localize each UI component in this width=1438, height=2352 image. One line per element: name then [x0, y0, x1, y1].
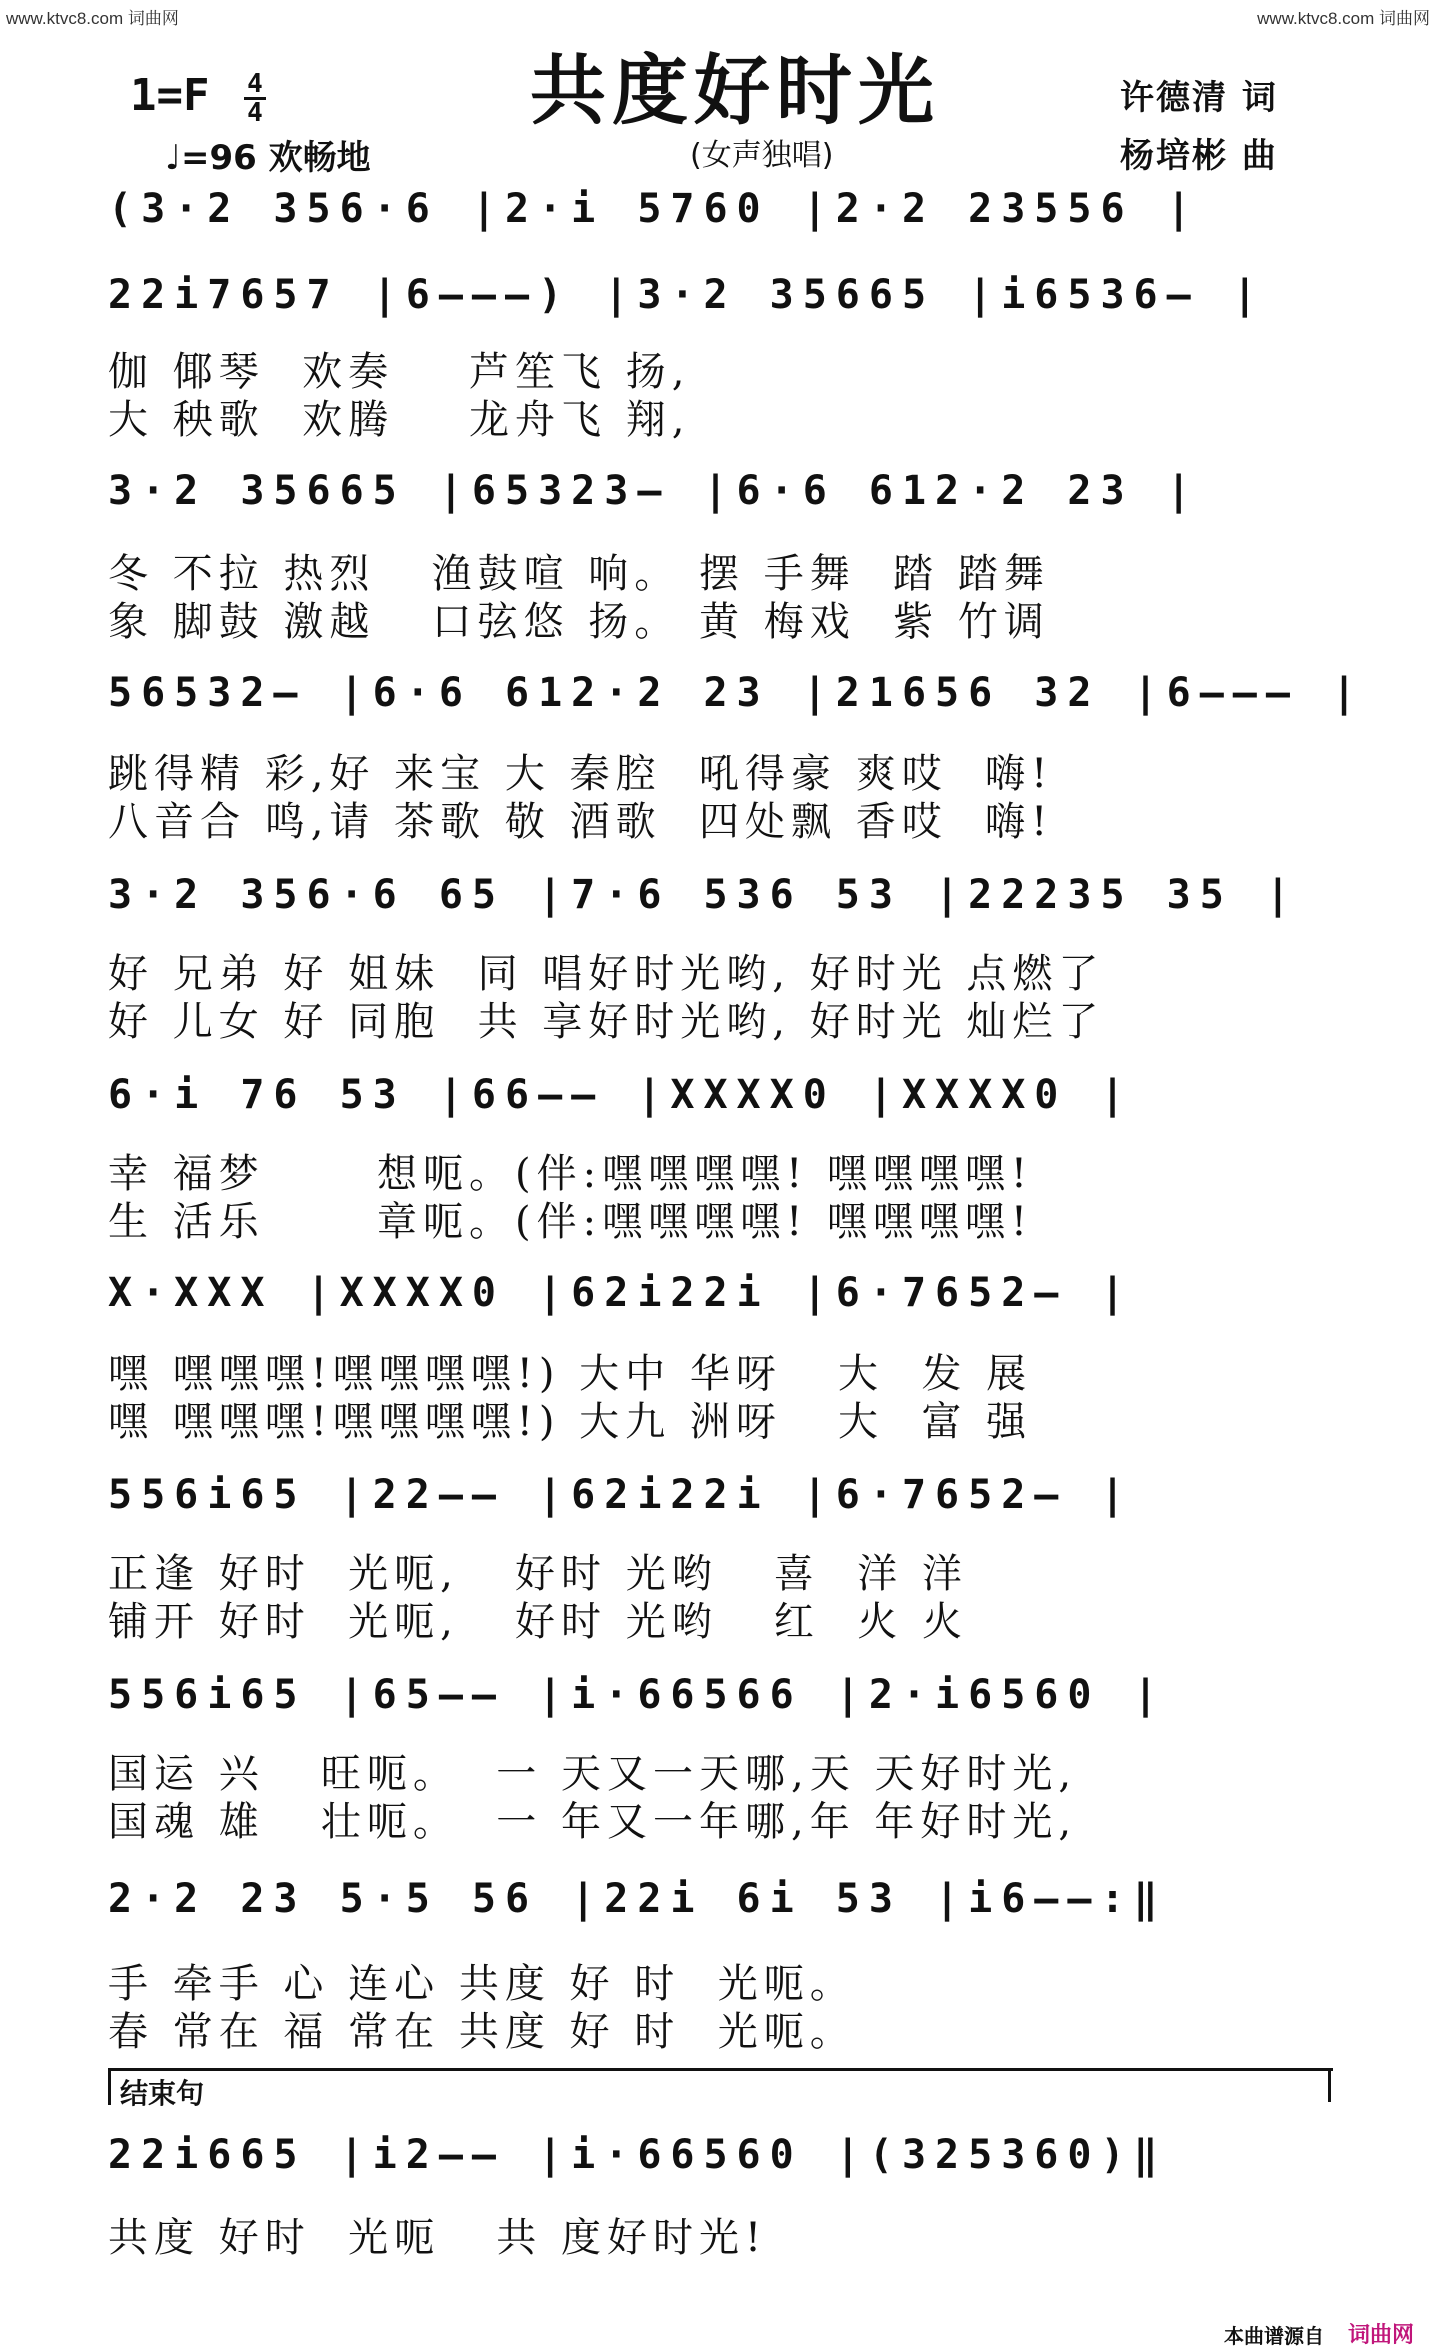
tempo-marking: ♩=96 欢畅地	[165, 138, 371, 178]
key-signature	[130, 70, 266, 126]
system-5-lyrics-1: 好 兄弟 好 姐妹 同 唱好时光哟, 好时光 点燃了	[108, 951, 1105, 997]
system-2-lyrics-1: 伽 倻琴 欢奏 芦笙飞 扬,	[108, 349, 691, 395]
footer-source: 本曲谱源自	[1224, 2324, 1324, 2348]
system-1-notes: (3·2 356·6 |2·i 5760 |2·2 23556 |	[108, 186, 1200, 232]
system-10-lyrics-2: 春 常在 福 常在 共度 好 时 光呃。	[108, 2009, 856, 2055]
ending-lyrics: 共度 好时 光呃 共 度好时光!	[108, 2215, 768, 2261]
system-9-lyrics-2: 国魂 雄 壮呃。 一 年又一年哪,年 年好时光,	[108, 1799, 1078, 1845]
system-4-lyrics-1: 跳得精 彩,好 来宝 大 秦腔 吼得豪 爽哎 嗨!	[108, 751, 1054, 797]
system-3-lyrics-1: 冬 不拉 热烈 渔鼓喧 响。 摆 手舞 踏 踏舞	[108, 551, 1050, 597]
time-top: 4	[247, 68, 263, 99]
song-subtitle: (女声独唱)	[690, 138, 834, 173]
system-3-lyrics-2: 象 脚鼓 激越 口弦悠 扬。 黄 梅戏 紫 竹调	[108, 599, 1050, 645]
ending-label: 结束句	[120, 2077, 205, 2110]
time-signature	[244, 68, 266, 128]
system-7-lyrics-2: 嘿 嘿嘿嘿!嘿嘿嘿嘿!) 大九 洲呀 大 富 强	[108, 1399, 1033, 1445]
system-8-lyrics-1: 正逢 好时 光呃, 好时 光哟 喜 洋 洋	[108, 1551, 969, 1597]
system-5-lyrics-2: 好 儿女 好 同胞 共 享好时光哟, 好时光 灿烂了	[108, 999, 1105, 1045]
system-2-lyrics-2: 大 秧歌 欢腾 龙舟飞 翔,	[108, 397, 691, 443]
system-6-lyrics-1: 幸 福梦 想呃。(伴:嘿嘿嘿嘿! 嘿嘿嘿嘿!	[108, 1151, 1033, 1197]
system-9-lyrics-1: 国运 兴 旺呃。 一 天又一天哪,天 天好时光,	[108, 1751, 1078, 1797]
system-2-notes: 22i7657 |6———) |3·2 35665 |i6536— |	[108, 272, 1266, 318]
ending-bracket	[108, 2068, 1333, 2105]
system-6-lyrics-2: 生 活乐 章呃。(伴:嘿嘿嘿嘿! 嘿嘿嘿嘿!	[108, 1199, 1033, 1245]
system-3-notes: 3·2 35665 |65323— |6·6 612·2 23 |	[108, 468, 1200, 514]
system-10-notes: 2·2 23 5·5 56 |22i 6i 53 |i6——:‖	[108, 1876, 1167, 1922]
composer-credit: 杨培彬 曲	[1120, 136, 1278, 176]
system-10-lyrics-1: 手 牵手 心 连心 共度 好 时 光呃。	[108, 1961, 856, 2007]
system-6-notes: 6·i 76 53 |66—— |XXXX0 |XXXX0 |	[108, 1072, 1134, 1118]
system-4-notes: 56532— |6·6 612·2 23 |21656 32 |6——— |	[108, 670, 1366, 716]
system-7-notes: X·XXX |XXXX0 |62i22i |6·7652— |	[108, 1270, 1134, 1316]
system-8-notes: 556i65 |22—— |62i22i |6·7652— |	[108, 1472, 1134, 1518]
system-9-notes: 556i65 |65—— |i·66566 |2·i6560 |	[108, 1672, 1167, 1718]
ending-notes: 22i665 |i2—— |i·66560 |(325360)‖	[108, 2132, 1167, 2178]
watermark-right: www.ktvc8.com 词曲网	[1257, 9, 1430, 28]
key-text: 1=F	[130, 70, 210, 121]
lyricist-credit: 许德清 词	[1120, 78, 1278, 118]
system-5-notes: 3·2 356·6 65 |7·6 536 53 |22235 35 |	[108, 872, 1299, 918]
site-logo: 词曲网	[1348, 2323, 1415, 2348]
time-bottom: 4	[247, 97, 263, 128]
system-4-lyrics-2: 八音合 鸣,请 茶歌 敬 酒歌 四处飘 香哎 嗨!	[108, 799, 1054, 845]
system-7-lyrics-1: 嘿 嘿嘿嘿!嘿嘿嘿嘿!) 大中 华呀 大 发 展	[108, 1351, 1033, 1397]
ending-bracket-right	[1328, 2068, 1331, 2102]
song-title: 共度好时光	[530, 46, 940, 135]
watermark-left: www.ktvc8.com 词曲网	[6, 9, 179, 28]
system-8-lyrics-2: 铺开 好时 光呃, 好时 光哟 红 火 火	[108, 1599, 969, 1645]
